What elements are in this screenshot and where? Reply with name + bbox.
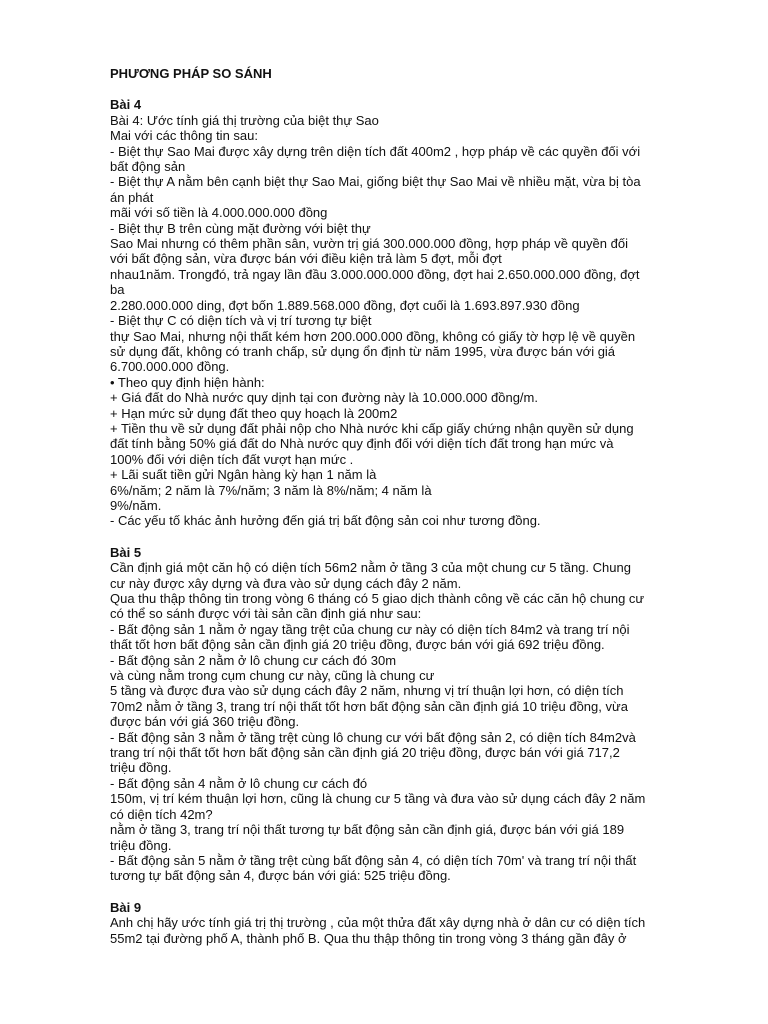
text-line: có thể so sánh được với tài sản cần định giá như sau:	[110, 606, 422, 622]
text-line: + Lãi suất tiền gửi Ngân hàng kỳ hạn 1 năm là	[110, 467, 377, 483]
text-line: được bán với giá 360 triệu đồng.	[110, 714, 300, 730]
text-line: - Biệt thự Sao Mai được xây dựng trên diện tích đất 400m2 , hợp pháp về các quyền đối với	[110, 143, 641, 159]
text-line: 5 tầng và được đưa vào sử dụng cách đây 2 năm, nhưng vị trí thuận lợi hơn, có diện tích	[110, 683, 624, 699]
text-line: + Hạn mức sử dụng đất theo quy hoạch là 200m2	[110, 405, 398, 421]
text-line: + Tiền thu về sử dụng đất phải nộp cho Nhà nước khi cấp giấy chứng nhận quyền sử dụng	[110, 420, 634, 436]
text-line: Sao Mai nhưng có thêm phần sân, vườn trị giá 300.000.000 đồng, hợp pháp về quyền đối	[110, 236, 628, 252]
text-line: triệu đồng.	[110, 837, 172, 853]
text-line: triệu đồng.	[110, 760, 172, 776]
text-line: ba	[110, 282, 125, 298]
text-line: - Bất động sản 1 nằm ở ngay tầng trệt của chung cư này có diện tích 84m2 và trang trí nội	[110, 621, 630, 637]
text-line: bất động sản	[110, 159, 186, 175]
text-line: 70m2 nằm ở tầng 3, trang trí nội thất tốt hơn bất động sản cần định giá 10 triệu đồng, vừa	[110, 698, 628, 714]
text-line: cư này được xây dựng và đưa vào sử dụng cách đây 2 năm.	[110, 575, 462, 591]
text-line: 9%/năm.	[110, 497, 162, 513]
text-line: và cùng nằm trong cụm chung cư này, cũng là chung cư	[110, 668, 435, 684]
document-page	[110, 66, 750, 962]
text-line: mãi với số tiền là 4.000.000.000 đồng	[110, 205, 328, 221]
text-line: án phát	[110, 189, 154, 205]
text-line: 6.700.000.000 đồng.	[110, 359, 230, 375]
document-body	[110, 97, 750, 946]
text-line: 100% đối với diện tích đất vượt hạn mức .	[110, 451, 354, 467]
text-line: - Bất động sản 2 nằm ở lô chung cư cách đó 30m	[110, 652, 397, 668]
text-line: đất tính bằng 50% giá đất do Nhà nước quy định đối với diện tích đất trong hạn mức và	[110, 436, 614, 452]
text-line: thự Sao Mai, nhưng nội thất kém hơn 200.000.000 đồng, không có giấy tờ hợp lệ về quyền	[110, 328, 636, 344]
text-line: Mai với các thông tin sau:	[110, 128, 258, 144]
text-line: • Theo quy định hiện hành:	[110, 374, 265, 390]
document-title: PHƯƠNG PHÁP SO SÁNH	[110, 66, 272, 81]
text-line: - Biệt thự A nằm bên cạnh biệt thự Sao Mai, giống biệt thự Sao Mai về nhiều mặt, vừa bị tòa	[110, 174, 641, 190]
text-line: Anh chị hãy ước tính giá trị thị trường , của một thửa đất xây dựng nhà ở dân cư có diện tích	[110, 915, 646, 931]
exercise-section	[110, 900, 750, 946]
text-line: nhau1năm. Trongđó, trả ngay lần đầu 3.000.000.000 đồng, đợt hai 2.650.000.000 đồng, đợt	[110, 266, 640, 282]
text-line: - Biệt thự B trên cùng mặt đường với biệt thự	[110, 220, 371, 236]
text-line: - Biệt thự C có diện tích và vị trí tương tự biệt	[110, 313, 372, 329]
text-line: 55m2 tại đường phố A, thành phố B. Qua thu thập thông tin trong vòng 3 tháng gần đây ở	[110, 930, 627, 946]
text-line: trang trí nội thất tốt hơn bất động sản cần định giá 20 triệu đồng, được bán với giá 717,2	[110, 745, 620, 761]
text-line: Qua thu thập thông tin trong vòng 6 tháng có 5 giao dịch thành công về các căn hộ chung cư	[110, 591, 645, 606]
exercise-heading: Bài 5	[110, 544, 142, 560]
text-line: nằm ở tầng 3, trang trí nội thất tương tự bất động sản cần định giá, được bán với giá 189	[110, 822, 625, 838]
exercise-heading: Bài 4	[110, 97, 142, 113]
text-line: 2.280.000.000 ding, đợt bốn 1.889.568.000 đồng, đợt cuối là 1.693.897.930 đồng	[110, 297, 580, 313]
exercise-section	[110, 97, 750, 528]
exercise-section	[110, 545, 750, 884]
text-line: có diện tích 42m?	[110, 806, 213, 822]
exercise-heading: Bài 9	[110, 899, 142, 915]
text-line: tương tự bất động sản 4, được bán với giá: 525 triệu đồng.	[110, 868, 451, 884]
text-line: - Bất động sản 5 nằm ở tầng trệt cùng bất động sản 4, có diện tích 70m' và trang trí nội thất	[110, 852, 637, 868]
text-line: thất tốt hơn bất động sản cần định giá 20 triệu đồng, được bán với giá 692 triệu đồng.	[110, 637, 605, 653]
text-line: Bài 4: Ước tính giá thị trường của biệt thự Sao	[110, 112, 379, 128]
text-line: sử dụng đất, không có tranh chấp, sử dụng ổn định từ năm 1995, vừa được bán với giá	[110, 343, 616, 359]
text-line: - Bất động sản 4 nằm ở lô chung cư cách đó	[110, 775, 368, 791]
text-line: - Bất động sản 3 nằm ở tầng trệt cùng lô chung cư với bất động sản 2, có diện tích 84m2và	[110, 729, 636, 745]
text-line: 150m, vị trí kém thuận lợi hơn, cũng là chung cư 5 tầng và đưa vào sử dụng cách đây 2 năm	[110, 791, 646, 807]
text-line: Cần định giá một căn hộ có diện tích 56m2 nằm ở tầng 3 của một chung cư 5 tầng. Chung	[110, 560, 631, 576]
text-line: 6%/năm; 2 năm là 7%/năm; 3 năm là 8%/năm; 4 năm là	[110, 482, 432, 498]
text-line: với bất động sản, vừa được bán với điều kiện trả làm 5 đợt, mỗi đợt	[110, 251, 502, 267]
text-line: + Giá đất do Nhà nước quy dịnh tại con đường này là 10.000.000 đồng/m.	[110, 390, 538, 406]
text-line: - Các yếu tố khác ảnh hưởng đến giá trị bất động sản coi như tương đồng.	[110, 513, 541, 529]
